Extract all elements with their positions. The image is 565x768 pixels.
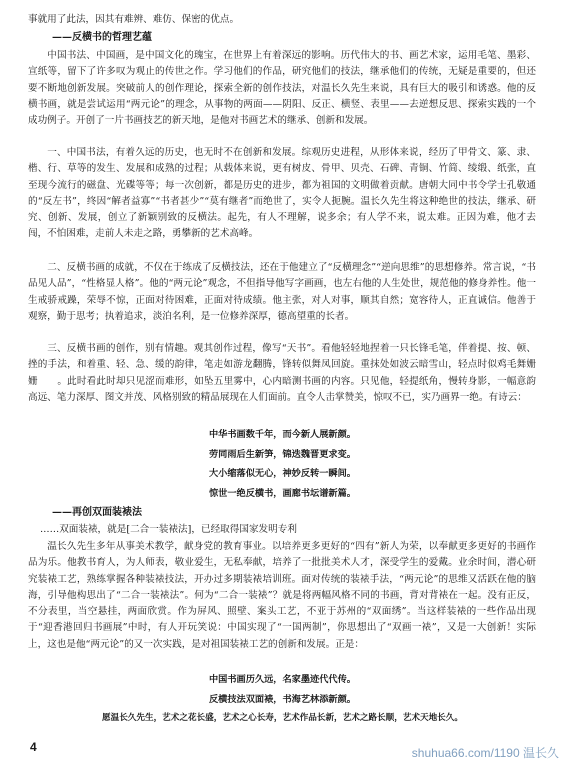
mounting-subtitle: ……双面装裱，就是[二合一装裱法]，已经取得国家发明专利 — [40, 524, 297, 535]
poem-line: 愿温长久先生，艺术之花长盛，艺术之心长寿，艺术作品长新，艺术之路长顺，艺术天地长久。 — [102, 713, 463, 724]
poem-line: 劳同雨后生新笋，锦迭魏晋更求变。 — [209, 448, 356, 460]
section-heading-philosophy: ——反横书的哲理艺蕴 — [52, 32, 152, 43]
poem-line: 中华书画数千年，而今新人展新颜。 — [209, 429, 356, 440]
poem-line: 惊世一绝反横书，画廊书坛谱新篇。 — [209, 487, 356, 499]
poem-block-one — [0, 425, 565, 503]
intro-line: 事就用了此法，因其有难辨、难仿、保密的优点。 — [28, 14, 240, 25]
poem-block-two — [0, 670, 565, 729]
paragraph-point-two: 二、反横书画的成就，不仅在于练成了反横技法，还在于他建立了“反横理念”“逆向思维”的思想修养。常言说，“书品见人品”，“性格显人格”。他的“两元论”观念，不但指导他写字画画，也左右他的人生处世，规范他的修身养性。他一生戒骄戒躁，荣辱不惊，正面对待困难，正面对待成绩。他主张，对人对事，顺其自然；宽容待人，正直诚信。他善于观察，勤于思考；执着追求，淡泊名利，是一位修养深厚，德高望重的长者。 — [28, 262, 536, 322]
page-number: 4 — [30, 740, 37, 754]
poem-line: 中国书画历久远，名家墨迹代代传。 — [209, 674, 356, 685]
poem-line: 大小缩落似无心，神妙反转一瞬间。 — [209, 468, 356, 480]
watermark: shuhua66.com/1190 温长久 — [411, 746, 559, 760]
paragraph-point-one: 一、中国书法，有着久远的历史，也无时不在创新和发展。综观历史进程，从形体来说，经历了甲骨文、篆、隶、楷、行、草等的发生、发展和成熟的过程；从载体来说，更有树皮、骨甲、贝壳、石碑、青铜、竹简、绫缎、纸张，直至现今流行的磁盘、光碟等等；每一次创新，都是历史的进步，都为祖国的文明做着贡献。唐朝大同中书令学士孔敬通的“反左书”，终因“解者益寡”“书者甚少”“莫有继者”而绝世了，实令人扼腕。温长久先生将这种绝世的技法，继承、研究、创新、发展，创立了新颖别致的反横法。起先，有人不理解，说多余；有人学不来，说太难。正因为难，他才去闯，不怕困难，走前人未走之路，勇攀新的艺术高峰。 — [28, 147, 536, 240]
paragraph-mounting: 温长久先生多年从事美术教学，献身党的教育事业。以培养更多更好的“四有”新人为荣，以奉献更多更好的书画作品为乐。他教书育人，为人师表，敬业爱生，无私奉献，培养了一批批美术人才，深受学生的爱戴。业余时间，潜心研究装裱工艺，熟练掌握各种装裱技法，开办过多期装裱培训班。面对传统的装裱手法，“两元论”的思维又活跃在他的脑海，引导他构思出了“二合一装裱法”。何为“二合一装裱”？就是将两幅风格不同的书画，背对背裱在一起。没有正反，不分表里，当空悬挂，两面欣赏。作为屏风、照壁、案头工艺，不亚于苏州的“双面绣”。当这样装裱的一些作品出现于“迎香港回归书画展”中时，有人开玩笑说：中国实现了“一国两制”，你思想出了“双画一裱”，又是一大创新！实际上，这也是他“两元论”的又一次实践，是对祖国装裱工艺的创新和发展。正是： — [28, 541, 536, 650]
paragraph-intro: 中国书法、中国画，是中国文化的瑰宝，在世界上有着深远的影响。历代伟大的书、画艺术家，运用毛笔、墨彩、宣纸等，留下了许多叹为观止的传世之作。学习他们的作品，研究他们的技法，继承他们的传统，无疑是重要的，但还要不断地创新发展。突破前人的创作理论，探索全新的创作技法，对温长久先生来说，具有巨大的吸引和诱惑。他的反横书画，就是尝试运用“两元论”的理念，从事物的两面——阴阳、反正、横竖、表里——去逆想反思、探索实践的一个成功例子。开创了一片书画技艺的新天地，是他对书画艺术的继承、创新和发展。 — [28, 50, 536, 127]
section-heading-mounting: ——再创双面装裱法 — [52, 507, 142, 518]
paragraph-point-three: 三、反横书画的创作，别有情趣。观其创作过程，像写“天书”。看他轻轻地捏着一只长锋毛笔，伴着提、按、顿、挫的手法，和着重、轻、急、缓的韵律，笔走如游龙翻腾，锋转似舞凤回旋。重抹处如波云暗雪山，轻点时似鸡毛舞姗姗 。此时看此时却只见涩而难形，如坠五里雾中，心内暗测书画的内容。只见他，轻提纸角，慢转身影，一幅意韵高远、笔力深厚、图文并茂、风格别致的精品展现在人们面前。直令人击掌赞美，惊叹不已，实乃画界一绝。有诗云： — [28, 343, 536, 403]
poem-line: 反横技法双面裱，书海艺林添新颜。 — [209, 693, 356, 705]
